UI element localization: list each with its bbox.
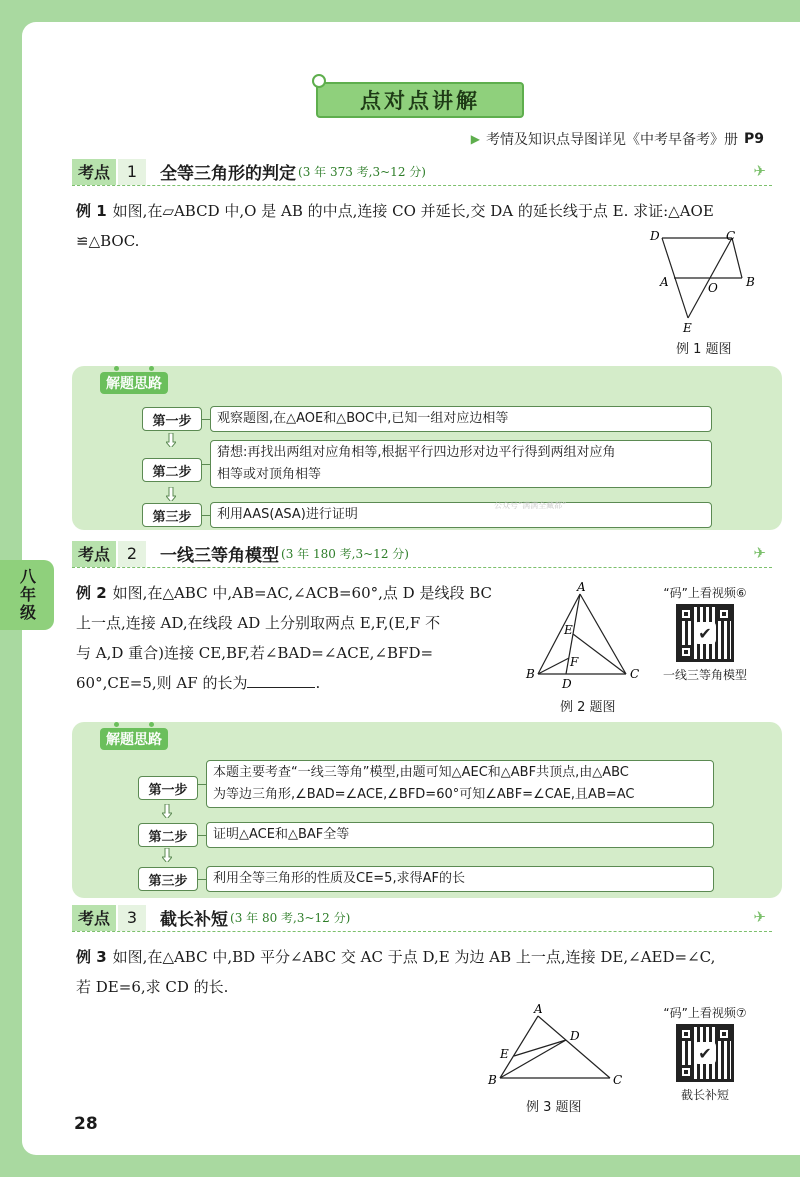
kaodian-tag: 考点 — [72, 541, 116, 567]
fig-point-label: O — [708, 281, 718, 295]
step-body-line: 为等边三角形,∠BAD=∠ACE,∠BFD=60°可知∠ABF=∠CAE,且AB=AC — [213, 787, 635, 802]
figure-caption: 例 1 题图 — [676, 342, 732, 357]
example-end: . — [315, 674, 321, 692]
example-3-figure — [486, 1002, 626, 1090]
reference-line — [471, 129, 764, 149]
kaodian-title: 一线三等角模型 — [160, 546, 280, 566]
fig-line-bd — [500, 1040, 566, 1078]
figure-caption: 例 3 题图 — [526, 1100, 582, 1115]
paper-plane-icon: ✈ — [753, 544, 766, 562]
fig-point-label: D — [562, 677, 572, 691]
example-line: ≌△BOC. — [76, 232, 140, 250]
kaodian-meta: (3 年 180 考,3~12 分) — [281, 547, 409, 561]
watermark-text: 公众号“满满全藏都” — [494, 501, 567, 510]
step-body: 证明△ACE和△BAF全等 — [206, 822, 714, 848]
fig-point-label: D — [570, 1029, 580, 1043]
step-body: 利用AAS(ASA)进行证明 — [210, 502, 712, 528]
step-label: 第三步 — [142, 503, 202, 527]
step-body-line: 相等或对顶角相等 — [217, 467, 322, 482]
example-3-text — [76, 942, 772, 1002]
figure-caption: 例 2 题图 — [560, 700, 616, 715]
video-qr-block[interactable] — [655, 584, 755, 683]
kaodian-number: 3 — [118, 905, 146, 931]
qr-finder — [679, 607, 693, 621]
qr-code-icon[interactable] — [676, 604, 734, 662]
step-label: 第二步 — [142, 458, 202, 482]
check-icon: ✔ — [694, 1042, 716, 1064]
qr-caption: 截长补短 — [680, 1088, 729, 1102]
step-row — [142, 406, 712, 432]
step-connector — [198, 835, 206, 836]
down-arrow-icon — [166, 487, 176, 501]
step-label: 第二步 — [138, 823, 198, 847]
example-line: 与 A,D 重合)连接 CE,BF,若∠BAD=∠ACE,∠BFD= — [76, 644, 434, 662]
qr-title: “码”上看视频⑥ — [663, 586, 747, 600]
fig-point-label: A — [534, 1002, 543, 1016]
example-line: 如图,在△ABC 中,BD 平分∠ABC 交 AC 于点 D,E 为边 AB 上一点,连接 DE,∠AED=∠C, — [112, 948, 716, 966]
fig-point-label: C — [726, 229, 736, 243]
fig-point-label: B — [746, 275, 755, 289]
kaodian-meta: (3 年 80 考,3~12 分) — [230, 911, 351, 925]
kaodian-3-header — [72, 904, 772, 932]
qr-finder — [717, 1027, 731, 1041]
fig-point-label: B — [488, 1073, 497, 1087]
step-body: 利用全等三角形的性质及CE=5,求得AF的长 — [206, 866, 714, 892]
step-row — [138, 822, 714, 848]
step-body-line: 本题主要考查“一线三等角”模型,由题可知△AEC和△ABF共顶点,由△ABC — [213, 765, 629, 780]
example-line: 如图,在△ABC 中,AB=AC,∠ACB=60°,点 D 是线段 BC — [112, 584, 493, 602]
example-label: 例 2 — [76, 584, 107, 602]
step-connector — [198, 784, 206, 785]
step-connector — [198, 879, 206, 880]
kaodian-tag: 考点 — [72, 905, 116, 931]
example-1-figure — [640, 226, 770, 336]
down-arrow-icon — [162, 804, 172, 818]
kaodian-1-header — [72, 158, 772, 186]
fig-point-label: C — [613, 1073, 623, 1087]
fig-line-cb — [732, 238, 742, 278]
page-number: 28 — [74, 1114, 98, 1134]
answer-blank[interactable] — [247, 670, 315, 688]
example-line: 上一点,连接 AD,在线段 AD 上分别取两点 E,F,(E,F 不 — [76, 614, 441, 632]
section-banner — [316, 82, 524, 118]
qr-title: “码”上看视频⑦ — [663, 1006, 747, 1020]
step-row — [138, 866, 714, 892]
step-body — [210, 440, 712, 488]
example-line: 如图,在▱ABCD 中,O 是 AB 的中点,连接 CO 并延长,交 DA 的延长线于点 E. 求证:△AOE — [112, 202, 714, 220]
example-2-figure — [522, 582, 646, 692]
paper-plane-icon: ✈ — [753, 162, 766, 180]
step-connector — [202, 464, 210, 465]
example-2-text — [76, 578, 516, 698]
fig-point-label: A — [660, 275, 669, 289]
fig-point-label: A — [577, 582, 586, 594]
kaodian-title: 截长补短 — [160, 910, 229, 930]
step-connector — [202, 515, 210, 516]
example-line: 60°,CE=5,则 AF 的长为 — [76, 674, 248, 692]
qr-finder — [679, 1027, 693, 1041]
fig-line-ac — [538, 1016, 610, 1078]
example-label: 例 3 — [76, 948, 107, 966]
step-connector — [202, 419, 210, 420]
fig-line-ac — [580, 594, 626, 674]
fig-point-label: E — [500, 1047, 509, 1061]
fig-point-label: B — [526, 667, 535, 681]
qr-finder — [679, 645, 693, 659]
reference-page: P9 — [743, 131, 764, 147]
step-label: 第三步 — [138, 867, 198, 891]
example-label: 例 1 — [76, 202, 107, 220]
reference-text: 考情及知识点导图详见《中考早备考》册 — [485, 132, 738, 148]
grade-side-tab: 八年级 — [0, 560, 54, 630]
step-body-line: 猜想:再找出两组对应角相等,根据平行四边形对边平行得到两组对应角 — [217, 445, 616, 460]
qr-finder — [679, 1065, 693, 1079]
kaodian-title: 全等三角形的判定 — [160, 164, 297, 184]
fig-point-label: D — [650, 229, 660, 243]
step-body: 观察题图,在△AOE和△BOC中,已知一组对应边相等 — [210, 406, 712, 432]
step-label: 第一步 — [142, 407, 202, 431]
kaodian-number: 2 — [118, 541, 146, 567]
check-icon: ✔ — [694, 622, 716, 644]
down-arrow-icon — [162, 848, 172, 862]
kaodian-tag: 考点 — [72, 159, 116, 185]
kaodian-2-header — [72, 540, 772, 568]
qr-caption: 一线三等角模型 — [662, 668, 747, 682]
banner-hook-icon — [312, 74, 326, 88]
example-line: 若 DE=6,求 CD 的长. — [76, 978, 229, 996]
fig-point-label: F — [570, 655, 579, 669]
step-label: 第一步 — [138, 776, 198, 800]
qr-finder — [717, 607, 731, 621]
fig-line-ce — [573, 634, 626, 674]
fig-point-label: E — [683, 321, 692, 335]
think-title: 解题思路 — [100, 728, 168, 750]
play-arrow-icon: ▶ — [470, 132, 480, 146]
fig-point-label: E — [564, 623, 573, 637]
banner-title: 点对点讲解 — [360, 89, 480, 113]
qr-code-icon[interactable] — [676, 1024, 734, 1082]
think-title: 解题思路 — [100, 372, 168, 394]
step-row — [142, 502, 712, 528]
step-row — [138, 760, 714, 808]
step-row — [142, 440, 712, 488]
video-qr-block[interactable] — [655, 1004, 755, 1103]
kaodian-number: 1 — [118, 159, 146, 185]
kaodian-meta: (3 年 373 考,3~12 分) — [298, 165, 426, 179]
step-body — [206, 760, 714, 808]
fig-point-label: C — [630, 667, 640, 681]
paper-plane-icon: ✈ — [753, 908, 766, 926]
